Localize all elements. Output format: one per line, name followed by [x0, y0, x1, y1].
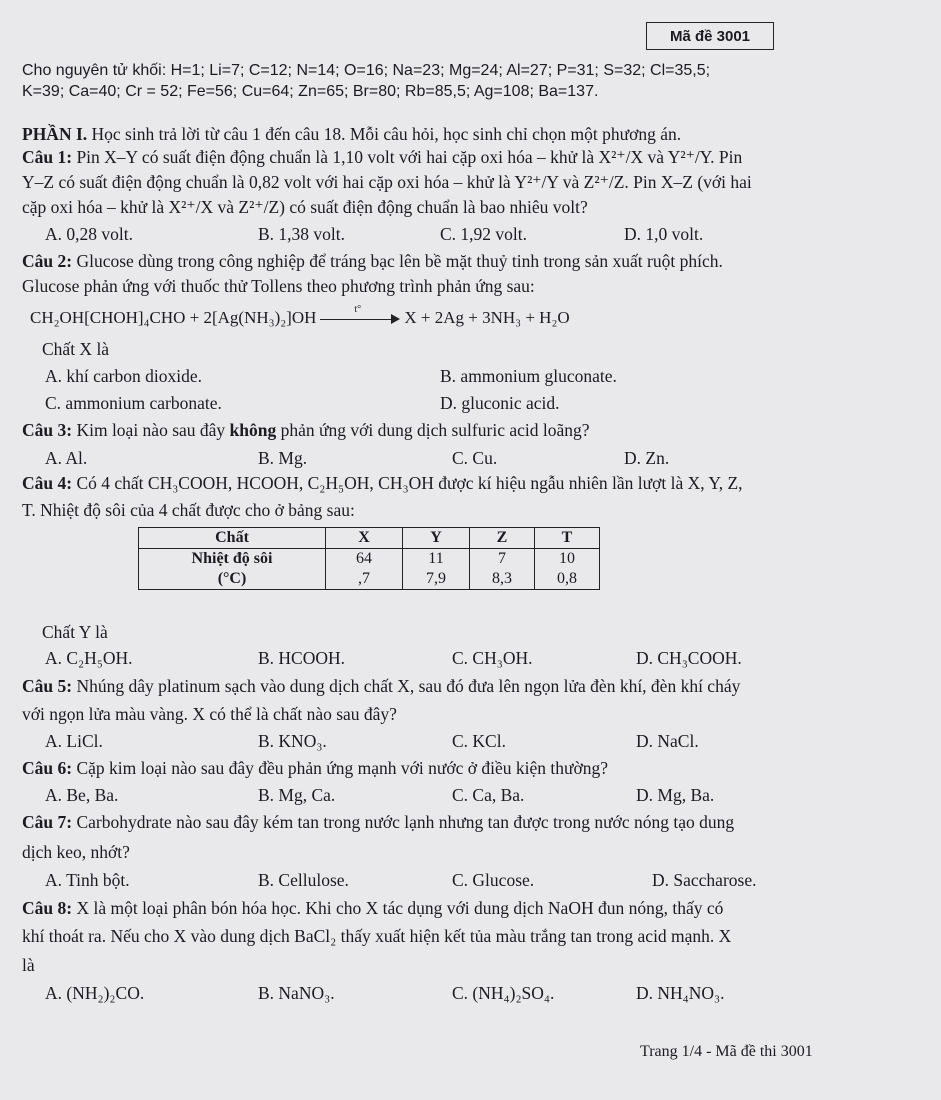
q3-option-b[interactable]: B. Mg. — [258, 448, 308, 468]
exam-code-box: Mã đề 3001 — [646, 22, 774, 50]
table-header-z: Z — [470, 528, 535, 549]
q2-question: Chất X là — [42, 339, 110, 359]
atomic-masses-line-1: Cho nguyên tử khối: H=1; Li=7; C=12; N=14; O=16; Na=23; Mg=24; Al=27; P=31; S=32; Cl=35,5; — [22, 62, 711, 79]
q4-question: Chất Y là — [42, 622, 108, 642]
q7-option-b[interactable]: B. Cellulose. — [258, 870, 349, 890]
reaction-arrow-icon: t° — [320, 313, 400, 325]
q3-option-d[interactable]: D. Zn. — [624, 448, 670, 468]
q4-option-b[interactable]: B. HCOOH. — [258, 648, 346, 668]
q6-option-c[interactable]: C. Ca, Ba. — [452, 785, 525, 805]
q5-option-a[interactable]: A. LiCl. — [45, 731, 103, 751]
q1-text-3: cặp oxi hóa – khử là X²⁺/X và Z²⁺/Z) có suất điện động chuẩn là bao nhiêu volt? — [22, 197, 588, 217]
q7-option-c[interactable]: C. Glucose. — [452, 870, 535, 890]
table-cell: 0,8 — [535, 569, 600, 590]
q3-option-a[interactable]: A. Al. — [45, 448, 88, 468]
q2-option-d[interactable]: D. gluconic acid. — [440, 393, 560, 413]
q8-option-b[interactable]: B. NaNO₃. — [258, 983, 335, 1003]
q6-option-d[interactable]: D. Mg, Ba. — [636, 785, 715, 805]
table-cell: 64 — [326, 549, 403, 570]
table-cell: 11 — [403, 549, 470, 570]
q1-option-a[interactable]: A. 0,28 volt. — [45, 224, 133, 244]
q4-option-c[interactable]: C. CH₃OH. — [452, 648, 533, 668]
table-header-y: Y — [403, 528, 470, 549]
part-instruction: PHẦN I. Học sinh trả lời từ câu 1 đến câu 18. Mỗi câu hỏi, học sinh chỉ chọn một phương án. — [22, 124, 682, 144]
q8-text-1: Câu 8: X là một loại phân bón hóa học. Khi cho X tác dụng với dung dịch NaOH đun nóng, thấy có — [22, 898, 724, 918]
q2-option-a[interactable]: A. khí carbon dioxide. — [45, 366, 202, 386]
q1-text-1: Câu 1: Pin X–Y có suất điện động chuẩn là 1,10 volt với hai cặp oxi hóa – khử là X²⁺/X và Y²⁺/Y. Pin — [22, 147, 743, 167]
q8-text-2: khí thoát ra. Nếu cho X vào dung dịch BaCl₂ thấy xuất hiện kết tủa màu trắng tan trong acid mạnh. X — [22, 926, 732, 946]
q1-text-2: Y–Z có suất điện động chuẩn là 0,82 volt với hai cặp oxi hóa – khử là Y²⁺/Y và Z²⁺/Z. Pin X–Z (với hai — [22, 172, 752, 192]
table-cell: 7,9 — [403, 569, 470, 590]
q2-option-c[interactable]: C. ammonium carbonate. — [45, 393, 222, 413]
q5-option-b[interactable]: B. KNO₃. — [258, 731, 327, 751]
atomic-masses-line-2: K=39; Ca=40; Cr = 52; Fe=56; Cu=64; Zn=65; Br=80; Rb=85,5; Ag=108; Ba=137. — [22, 83, 599, 100]
q4-text-2: T. Nhiệt độ sôi của 4 chất được cho ở bảng sau: — [22, 500, 355, 520]
q7-option-d[interactable]: D. Saccharose. — [652, 870, 757, 890]
table-row-label-1: Nhiệt độ sôi — [139, 549, 326, 570]
q7-text-2: dịch keo, nhớt? — [22, 842, 130, 862]
q8-option-c[interactable]: C. (NH₄)₂SO₄. — [452, 983, 555, 1003]
table-header-t: T — [535, 528, 600, 549]
table-header-substance: Chất — [139, 528, 326, 549]
q8-option-d[interactable]: D. NH₄NO₃. — [636, 983, 725, 1003]
table-cell: 7 — [470, 549, 535, 570]
table-cell: 10 — [535, 549, 600, 570]
q5-option-c[interactable]: C. KCl. — [452, 731, 506, 751]
q3-text: Câu 3: Kim loại nào sau đây không phản ứng với dung dịch sulfuric acid loãng? — [22, 420, 590, 440]
q5-option-d[interactable]: D. NaCl. — [636, 731, 699, 751]
q1-option-c[interactable]: C. 1,92 volt. — [440, 224, 528, 244]
q7-text-1: Câu 7: Carbohydrate nào sau đây kém tan trong nước lạnh nhưng tan được trong nước nóng tạo dung — [22, 812, 735, 832]
q3-option-c[interactable]: C. Cu. — [452, 448, 498, 468]
q5-text-1: Câu 5: Nhúng dây platinum sạch vào dung dịch chất X, sau đó đưa lên ngọn lửa đèn khí, đèn khí cháy — [22, 676, 741, 696]
q7-option-a[interactable]: A. Tinh bột. — [45, 870, 130, 890]
q8-option-a[interactable]: A. (NH₂)₂CO. — [45, 983, 145, 1003]
q4-option-a[interactable]: A. C₂H₅OH. — [45, 648, 133, 668]
page-footer: Trang 1/4 - Mã đề thi 3001 — [640, 1043, 813, 1060]
q1-option-b[interactable]: B. 1,38 volt. — [258, 224, 346, 244]
q2-option-b[interactable]: B. ammonium gluconate. — [440, 366, 617, 386]
q6-text: Câu 6: Cặp kim loại nào sau đây đều phản ứng mạnh với nước ở điều kiện thường? — [22, 758, 608, 778]
table-header-x: X — [326, 528, 403, 549]
q1-option-d[interactable]: D. 1,0 volt. — [624, 224, 704, 244]
q5-text-2: với ngọn lửa màu vàng. X có thể là chất nào sau đây? — [22, 704, 397, 724]
q6-option-b[interactable]: B. Mg, Ca. — [258, 785, 336, 805]
q8-text-3: là — [22, 955, 35, 975]
q4-text-1: Câu 4: Có 4 chất CH₃COOH, HCOOH, C₂H₅OH, CH₃OH được kí hiệu ngẫu nhiên lần lượt là X, Y, Z, — [22, 473, 743, 493]
q2-equation: CH₂OH[CHOH]₄CHO + 2[Ag(NH₃)₂]OH t° X + 2Ag + 3NH₃ + H₂O — [30, 304, 570, 327]
q4-option-d[interactable]: D. CH₃COOH. — [636, 648, 742, 668]
table-cell: ,7 — [326, 569, 403, 590]
q2-text-2: Glucose phản ứng với thuốc thử Tollens theo phương trình phản ứng sau: — [22, 276, 535, 296]
table-cell: 8,3 — [470, 569, 535, 590]
boiling-point-table — [138, 527, 600, 590]
part-label: PHẦN I. — [22, 124, 88, 144]
q2-text-1: Câu 2: Glucose dùng trong công nghiệp để tráng bạc lên bề mặt thuỷ tinh trong sản xuất ruột phích. — [22, 251, 723, 271]
q6-option-a[interactable]: A. Be, Ba. — [45, 785, 119, 805]
table-row-label-2: (°C) — [139, 569, 326, 590]
